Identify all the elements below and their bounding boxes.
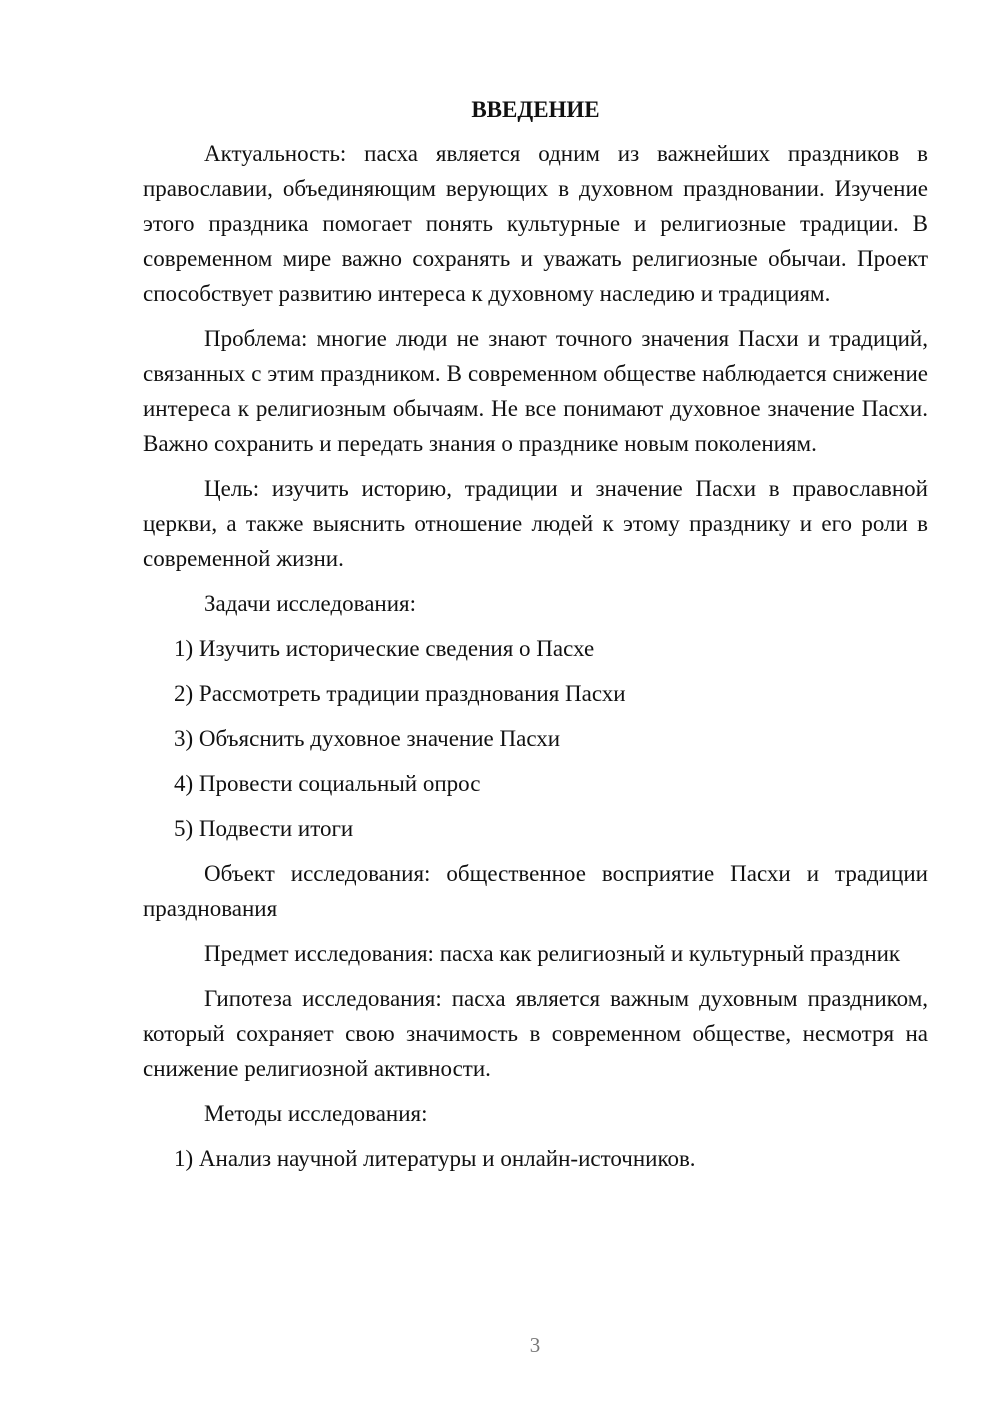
page-number: 3 bbox=[529, 1333, 541, 1357]
list-item: 5) Подвести итоги bbox=[174, 816, 354, 841]
object-paragraph: Объект исследования: общественное восприятие Пасхи и традиции празднования bbox=[143, 861, 928, 921]
list-item: 3) Объяснить духовное значение Пасхи bbox=[174, 726, 561, 751]
list-item: 1) Изучить исторические сведения о Пасхе bbox=[174, 636, 595, 661]
tasks-heading: Задачи исследования: bbox=[204, 591, 417, 616]
list-item: 1) Анализ научной литературы и онлайн-источников. bbox=[174, 1146, 696, 1171]
relevance-paragraph: Актуальность: пасха является одним из важнейших праздников в православии, объединяющим верующих в духовном праздновании. Изучение этого праздника помогает понять культурные и религиозные традиции. В современном мире важно сохранять и уважать религиозные обычаи. Проект способствует развитию интереса к духовному наследию и традициям. bbox=[143, 141, 928, 306]
hypothesis-paragraph: Гипотеза исследования: пасха является важным духовным праздником, который сохраняет свою значимость в современном обществе, несмотря на снижение религиозной активности. bbox=[143, 986, 928, 1081]
methods-heading: Методы исследования: bbox=[204, 1101, 428, 1126]
tasks-list bbox=[143, 631, 928, 846]
goal-paragraph: Цель: изучить историю, традиции и значение Пасхи в православной церкви, а также выяснить отношение людей к этому празднику и его роли в современной жизни. bbox=[143, 476, 928, 571]
list-item: 2) Рассмотреть традиции празднования Пасхи bbox=[174, 681, 626, 706]
methods-list bbox=[143, 1141, 928, 1176]
problem-paragraph: Проблема: многие люди не знают точного значения Пасхи и традиций, связанных с этим праздником. В современном обществе наблюдается снижение интереса к религиозным обычаям. Не все понимают духовное значение Пасхи. Важно сохранить и передать знания о празднике новым поколениям. bbox=[143, 326, 928, 456]
page-title: ВВЕДЕНИЕ bbox=[471, 97, 600, 122]
list-item: 4) Провести социальный опрос bbox=[174, 771, 481, 796]
subject-paragraph: Предмет исследования: пасха как религиозный и культурный праздник bbox=[204, 941, 901, 966]
document-page bbox=[143, 92, 928, 1186]
